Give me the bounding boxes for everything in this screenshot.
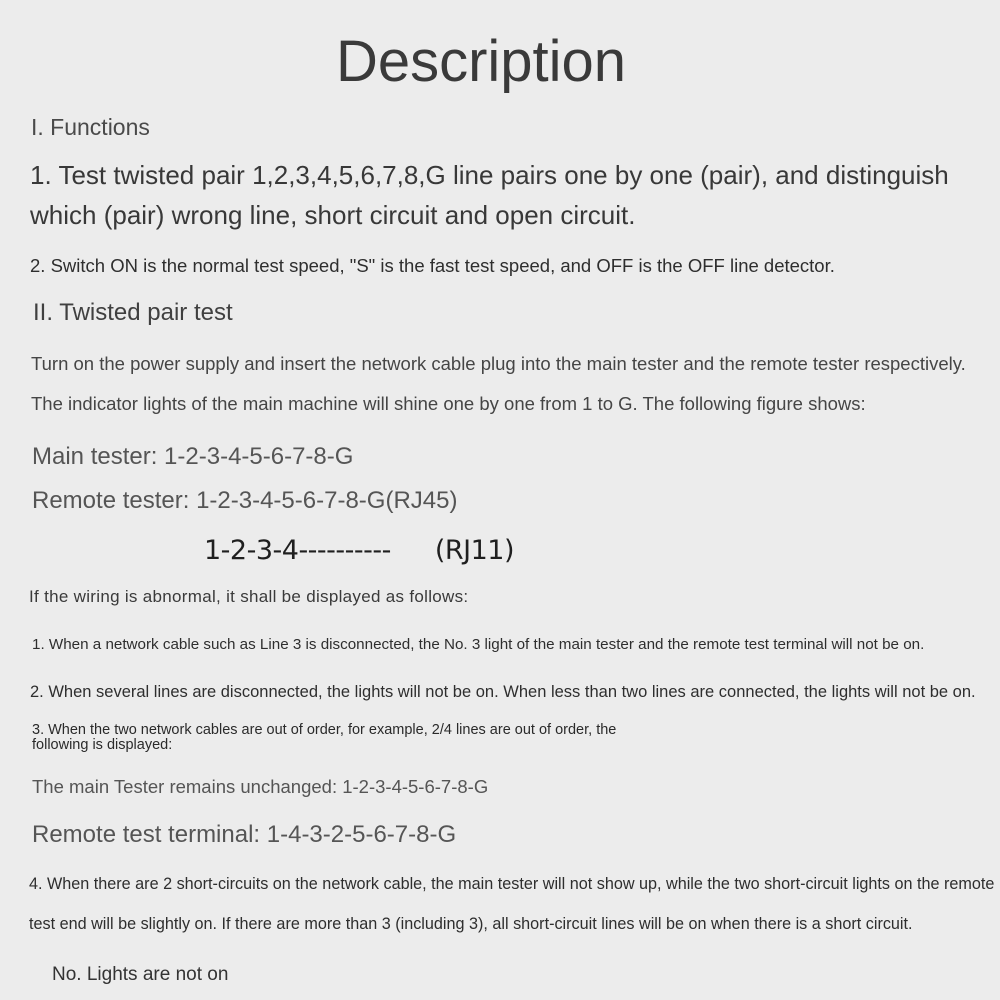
rj11-label: (RJ11) bbox=[434, 535, 515, 566]
function-item-1-line-2: which (pair) wrong line, short circuit and open circuit. bbox=[30, 200, 636, 230]
main-tester-sequence: Main tester: 1-2-3-4-5-6-7-8-G bbox=[32, 443, 354, 470]
page-title: Description bbox=[335, 29, 627, 94]
abnormal-item-4-line-2: test end will be slightly on. If there are more than 3 (including 3), all short-circuit lines will be on when there is a short circuit. bbox=[29, 915, 913, 933]
abnormal-item-2: 2. When several lines are disconnected, the lights will not be on. When less than two lines are connected, the lights will not be on. bbox=[30, 683, 976, 701]
no-lights-note: No. Lights are not on bbox=[52, 964, 229, 985]
instruction-paragraph-1: Turn on the power supply and insert the network cable plug into the main tester and the remote tester respectively. bbox=[31, 353, 966, 374]
instruction-paragraph-2: The indicator lights of the main machine will shine one by one from 1 to G. The following figure shows: bbox=[31, 393, 866, 414]
main-tester-unchanged: The main Tester remains unchanged: 1-2-3-4-5-6-7-8-G bbox=[32, 776, 489, 797]
function-item-1-line-1: 1. Test twisted pair 1,2,3,4,5,6,7,8,G line pairs one by one (pair), and distinguish bbox=[30, 160, 949, 190]
abnormal-item-4-line-1: 4. When there are 2 short-circuits on the network cable, the main tester will not show up, while the two short-circuit lights on the remote bbox=[29, 875, 995, 893]
function-item-2: 2. Switch ON is the normal test speed, "S" is the fast test speed, and OFF is the OFF line detector. bbox=[30, 255, 835, 276]
abnormal-item-1: 1. When a network cable such as Line 3 is disconnected, the No. 3 light of the main tester and the remote test terminal will not be on. bbox=[32, 636, 925, 653]
remote-test-terminal-sequence: Remote test terminal: 1-4-3-2-5-6-7-8-G bbox=[32, 821, 457, 848]
abnormal-item-3-line-1: 3. When the two network cables are out of order, for example, 2/4 lines are out of order, the bbox=[32, 722, 617, 738]
rj11-sequence-values: 1-2-3-4---------- bbox=[204, 535, 391, 566]
section-heading-functions: I. Functions bbox=[31, 114, 150, 140]
rj11-sequence bbox=[204, 535, 514, 566]
abnormal-item-3-line-2: following is displayed: bbox=[32, 737, 173, 753]
abnormal-intro: If the wiring is abnormal, it shall be displayed as follows: bbox=[29, 587, 469, 606]
section-heading-twisted-pair-test: II. Twisted pair test bbox=[33, 299, 233, 326]
remote-tester-sequence: Remote tester: 1-2-3-4-5-6-7-8-G(RJ45) bbox=[32, 487, 458, 514]
